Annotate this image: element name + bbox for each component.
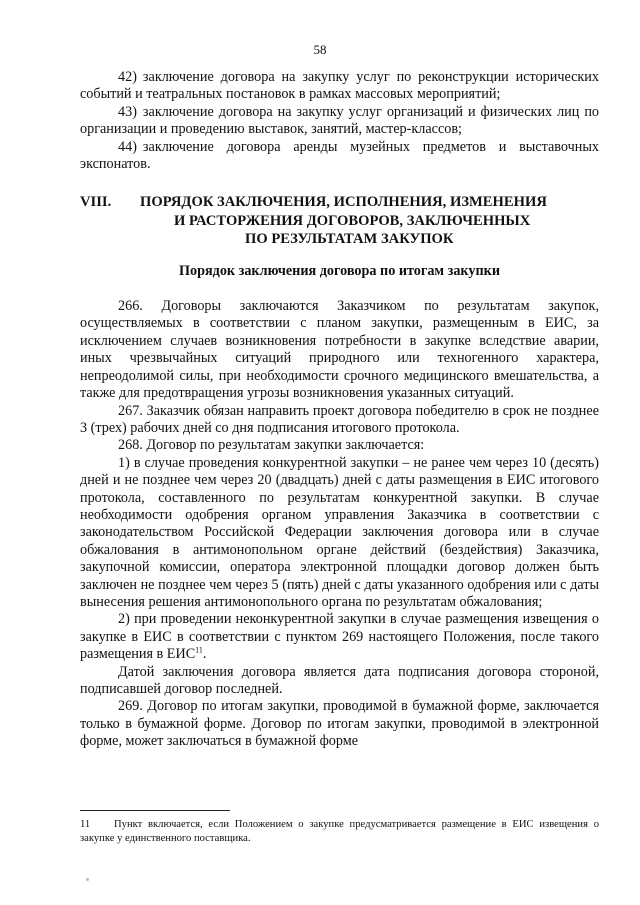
chapter-title-line-1: ПОРЯДОК ЗАКЛЮЧЕНИЯ, ИСПОЛНЕНИЯ, ИЗМЕНЕНИЯ: [140, 194, 547, 211]
list-item-44: [80, 139, 599, 174]
paragraph-268: 268. Договор по результатам закупки заключается:: [118, 437, 425, 454]
paragraph-268-item-2-end: .: [202, 646, 207, 663]
list-item-43: [80, 104, 599, 139]
chapter-heading: [80, 193, 599, 248]
footnote-reference[interactable]: 11: [195, 645, 203, 655]
footnote: [80, 818, 599, 845]
paragraph-268-item-2: [80, 611, 599, 663]
page-number: 58: [313, 42, 327, 57]
list-item-text: заключение договора на закупку услуг по реконструкции исторических событий и театральных постановок в рамках массовых мероприятий;: [80, 69, 599, 103]
list-item-number: 44): [118, 138, 137, 155]
paragraph-266: 266. Договоры заключаются Заказчиком по результатам закупок, осуществляемых в соответствии с планом закупки, размещенным в ЕИС, за исключением случаев возникновения потребности в закупке вследствие аварии, иных чрезвычайных ситуаций природного или техногенного характера, непреодолимой силы, при необходимости срочного медицинского вмешательства, а также для предотвращения угрозы возникновения указанных ситуаций.: [80, 298, 599, 402]
footnote-number: 11: [80, 819, 91, 830]
footnote-text: Пункт включается, если Положением о закупке предусматривается размещение в ЕИС извещения о закупке у единственного поставщика.: [80, 819, 599, 844]
chapter-title-line-3: ПО РЕЗУЛЬТАТАМ ЗАКУПОК: [245, 231, 454, 248]
paragraph-268-item-1: 1) в случае проведения конкурентной закупки – не ранее чем через 10 (десять) дней и не позднее чем через 20 (двадцать) дней с даты размещения в ЕИС итогового протокола, составленного по результатам конкурентной закупки. В случае необходимости одобрения органом управления Заказчика в соответствии с законодательством Российской Федерации заключения договора или в случае обжалования в антимонопольном органе действий (бездействия) Заказчика, закупочной комиссии, оператора электронной площадки договор должен быть заключен не позднее чем через 5 (пять) дней с даты указанного одобрения или с даты вынесения решения антимонопольного органа по результатам обжалования;: [80, 454, 599, 610]
paragraph-contract-date: Датой заключения договора является дата подписания договора стороной, подписавшей договор последней.: [80, 663, 599, 697]
paragraph-268-item-2-text: 2) при проведении неконкурентной закупки в случае размещения извещения о закупке в ЕИС в соответствии с пунктом 269 настоящего Положения, после такого размещения в ЕИС: [80, 611, 599, 663]
chapter-number: VIII.: [80, 194, 112, 211]
section-subheading: Порядок заключения договора по итогам закупки: [178, 262, 501, 279]
list-item-text: заключение договора аренды музейных предметов и выставочных экспонатов.: [80, 138, 599, 173]
paragraph-267: 267. Заказчик обязан направить проект договора победителю в срок не позднее 3 (трех) рабочих дней со дня подписания итогового протокола.: [80, 402, 599, 436]
paragraph-269: 269. Договор по итогам закупки, проводимой в бумажной форме, заключается только в бумажной форме. Договор по итогам закупки, проводимой в электронной форме, может заключаться в бумажной форме: [80, 698, 599, 750]
list-item-42: [80, 69, 599, 104]
list-item-text: заключение договора на закупку услуг организаций и физических лиц по организации и проведению выставок, занятий, мастер-классов;: [80, 103, 599, 138]
list-item-number: 43): [118, 103, 137, 120]
chapter-title-line-2: И РАСТОРЖЕНИЯ ДОГОВОРОВ, ЗАКЛЮЧЕННЫХ: [174, 212, 531, 229]
list-item-number: 42): [118, 69, 137, 85]
page-body: [80, 69, 599, 751]
scan-speck: [86, 878, 89, 881]
footnote-divider: [80, 810, 230, 811]
